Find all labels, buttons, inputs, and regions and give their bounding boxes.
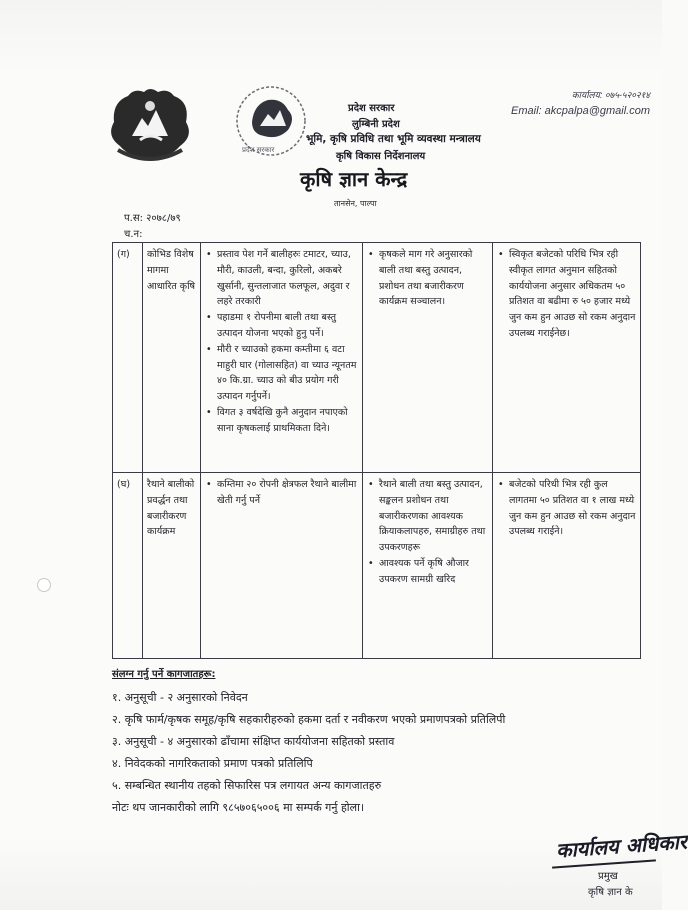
table-row — [113, 243, 641, 473]
header-directorate: कृषि विकास निर्देशनालय — [336, 151, 426, 162]
list-item: • मौरी र च्याउको हकमा कम्तीमा ६ वटा माहुरी घार (गोलासहित) वा च्याउ न्यूनतम ४० कि.ग्रा. च्याउ को बीउ प्रयोग गरी उत्पादन गर्नुपर्ने। — [215, 342, 358, 405]
table-row — [113, 473, 641, 659]
row-index: (घ) — [113, 473, 143, 659]
program-name: रैथाने बालीको प्रवर्द्धन तथा बजारीकरण कार्यक्रम — [143, 473, 201, 659]
activities-cell — [363, 243, 493, 473]
seal-text-partial: कृषि ज्ञान के — [588, 887, 633, 898]
punch-hole — [37, 578, 51, 592]
seal-text: प्रदेश सरकार — [242, 146, 275, 154]
designation: प्रमुख — [598, 871, 618, 882]
list-item: • कृषकले माग गरे अनुसारको बाली तथा बस्तु उत्पादन, प्रशोधन तथा बजारीकरण कार्यक्रम सञ्चालन। — [377, 247, 488, 310]
attachment-item: ५. सम्बन्धित स्थानीय तहको सिफारिस पत्र लगायत अन्य कागजातहरु — [112, 779, 382, 792]
office-email: Email: akcpalpa@gmail.com — [511, 105, 650, 117]
header-ministry: भूमि, कृषि प्रविधि तथा भूमि व्यवस्था मन्त्रालय — [306, 133, 481, 145]
eligibility-cell — [201, 243, 363, 473]
letter-ref-fiscal-year: प.स: २०७८/७९ — [124, 213, 181, 224]
office-location: तानसेन, पाल्पा — [334, 199, 377, 208]
grant-cell — [493, 243, 641, 473]
list-item: • रैथाने बाली तथा बस्तु उत्पादन, सङ्कलन प्रशोधन तथा बजारीकरणका आवश्यक क्रियाकलापहरु, समाग्रीहरु तथा उपकरणहरू — [377, 477, 488, 556]
office-title: कृषि ज्ञान केन्द्र — [300, 167, 408, 191]
list-item: • स्विकृत बजेटको परिधि भित्र रही स्वीकृत लागत अनुमान सहितको कार्ययोजना अनुसार अधिकतम ५० प्रतिशत वा बढीमा रु ५० हजार मध्ये जुन कम हुन आउछ सो रकम अनुदान उपलब्ध गराईनेछ। — [507, 247, 636, 342]
nepal-emblem-icon — [104, 84, 196, 164]
attachment-item: ३. अनुसूची - ४ अनुसारको ढाँचामा संक्षिप्त कार्ययोजना सहितको प्रस्ताव — [112, 735, 395, 748]
list-item: • पहाडमा १ रोपनीमा बाली तथा बस्तु उत्पादन योजना भएको हुनु पर्ने। — [215, 310, 358, 342]
attachments-heading: संलग्न गर्नु पर्ने कागजातहरू: — [112, 669, 216, 680]
office-phone: कार्यालय: ०७५-५२०२१४ — [571, 90, 650, 100]
list-item: • प्रस्ताव पेश गर्ने बालीहरुः टमाटर, च्याउ, मौरी, काउली, बन्दा, कुरिलो, अकबरे खुर्सानी, सुन्तलाजात फलफूल, अदुवा र लहरे तरकारी — [215, 247, 358, 310]
grant-cell — [493, 473, 641, 659]
program-name: कोभिड विशेष मागमा आधारित कृषि — [143, 243, 201, 473]
letter-dispatch-no: च.न: — [124, 229, 143, 240]
row-index: (ग) — [113, 243, 143, 473]
contact-block — [511, 88, 650, 117]
activities-cell — [363, 473, 493, 659]
program-table — [112, 242, 641, 659]
list-item: • विगत ३ वर्षदेखि कुनै अनुदान नपाएको साना कृषकलाई प्राथमिकता दिने। — [215, 405, 358, 437]
attachment-item: ४. निवेदकको नागरिकताको प्रमाण पत्रको प्रतिलिपि — [112, 757, 313, 770]
ministry-seal-icon — [232, 82, 310, 160]
attachment-item: १. अनुसूची - २ अनुसारको निवेदन — [112, 691, 248, 704]
list-item: • आवश्यक पर्ने कृषि औजार उपकरण सामग्री खरिद — [377, 556, 488, 588]
eligibility-cell — [201, 473, 363, 659]
header-line-2: लुम्बिनी प्रदेश — [352, 119, 400, 130]
attachment-item: २. कृषि फार्म/कृषक समूह/कृषि सहकारीहरुको हकमा दर्ता र नवीकरण भएको प्रमाणपत्रको प्रतिलिपी — [112, 713, 506, 726]
list-item: • बजेटको परिधी भित्र रही कुल लागतमा ५० प्रतिशत वा १ लाख मध्ये जुन कम हुन आउछ सो रकम अनुदान उपलब्ध गराईने। — [507, 477, 636, 540]
header-line-1: प्रदेश सरकार — [348, 103, 395, 114]
contact-note: नोटः थप जानकारीको लागि ९८५७०६५००६ मा सम्पर्क गर्नु होला। — [112, 801, 365, 814]
list-item: • कम्तिमा २० रोपनी क्षेत्रफल रैथाने बालीमा खेती गर्नु पर्ने — [215, 477, 358, 509]
signature: कार्यालय अधिकार — [555, 829, 688, 863]
